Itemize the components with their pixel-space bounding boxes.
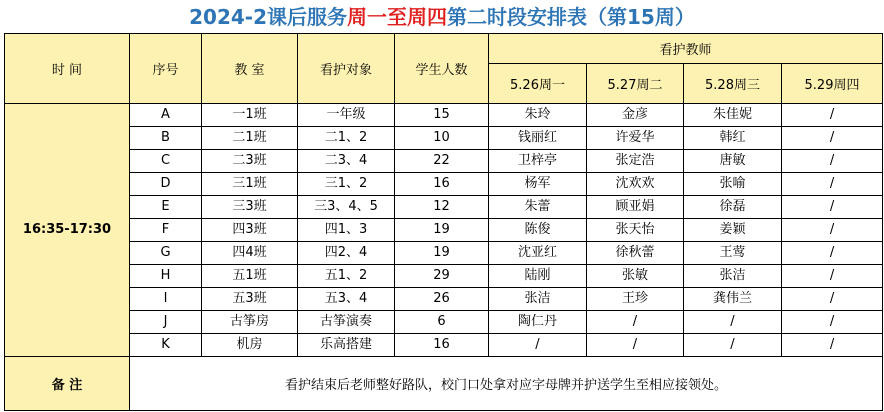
row-room-cell: 机房 [202,334,298,357]
row-target-cell: 三3、4、5 [298,196,395,219]
remarks-text: 看护结束后老师整好路队，校门口处拿对应字母牌并护送学生至相应接领处。 [130,357,883,411]
header-teachers: 看护教师 [489,34,883,64]
row-target-cell: 二3、4 [298,150,395,173]
row-count-cell: 6 [395,311,489,334]
row-teacher-thu-cell: / [782,150,883,173]
row-teacher-thu-cell: / [782,127,883,150]
row-count-cell: 12 [395,196,489,219]
row-id-cell: F [130,219,202,242]
table-row [5,219,883,242]
row-teacher-thu-cell: / [782,242,883,265]
row-count-cell: 22 [395,150,489,173]
row-teacher-thu-cell: / [782,311,883,334]
row-room-cell: 三1班 [202,173,298,196]
row-teacher-tue-cell: 沈欢欢 [587,173,684,196]
row-teacher-wed-cell: 姜颖 [684,219,782,242]
row-teacher-wed-cell: / [684,334,782,357]
page-title [0,0,884,34]
title-part-1: 2024-2课后服务 [189,5,348,29]
row-teacher-mon-cell: 朱蕾 [489,196,587,219]
header-day-thu: 5.29周四 [782,64,883,104]
row-room-cell: 一1班 [202,104,298,127]
row-id-cell: G [130,242,202,265]
header-row-1 [5,34,883,64]
row-id-cell: K [130,334,202,357]
row-teacher-wed-cell: 龚伟兰 [684,288,782,311]
row-room-cell: 二3班 [202,150,298,173]
row-room-cell: 五1班 [202,265,298,288]
row-teacher-tue-cell: 张敏 [587,265,684,288]
table-row [5,311,883,334]
table-row [5,196,883,219]
row-teacher-mon-cell: 钱丽红 [489,127,587,150]
row-count-cell: 19 [395,242,489,265]
row-target-cell: 五3、4 [298,288,395,311]
row-count-cell: 15 [395,104,489,127]
row-teacher-tue-cell: / [587,334,684,357]
row-teacher-thu-cell: / [782,265,883,288]
table-row [5,150,883,173]
row-target-cell: 一年级 [298,104,395,127]
row-target-cell: 四1、3 [298,219,395,242]
title-part-4: 安排表（第15周） [527,5,695,29]
row-id-cell: I [130,288,202,311]
row-teacher-wed-cell: 徐磊 [684,196,782,219]
row-teacher-wed-cell: 张洁 [684,265,782,288]
row-target-cell: 五1、2 [298,265,395,288]
row-target-cell: 古筝演奏 [298,311,395,334]
row-id-cell: E [130,196,202,219]
header-day-wed: 5.28周三 [684,64,782,104]
header-day-mon: 5.26周一 [489,64,587,104]
row-count-cell: 19 [395,219,489,242]
row-id-cell: J [130,311,202,334]
row-target-cell: 三1、2 [298,173,395,196]
row-target-cell: 二1、2 [298,127,395,150]
row-teacher-mon-cell: 杨军 [489,173,587,196]
row-teacher-mon-cell: 陶仁丹 [489,311,587,334]
remarks-row [5,357,883,411]
row-teacher-tue-cell: 徐秋蕾 [587,242,684,265]
row-teacher-wed-cell: 唐敏 [684,150,782,173]
row-teacher-mon-cell: 陈俊 [489,219,587,242]
table-row [5,334,883,357]
header-index: 序号 [130,34,202,104]
row-id-cell: C [130,150,202,173]
row-teacher-thu-cell: / [782,196,883,219]
schedule-body [5,104,883,357]
time-slot-cell: 16:35-17:30 [5,104,130,357]
row-count-cell: 16 [395,173,489,196]
row-teacher-mon-cell: 陆刚 [489,265,587,288]
row-count-cell: 10 [395,127,489,150]
row-id-cell: D [130,173,202,196]
row-teacher-wed-cell: 韩红 [684,127,782,150]
row-id-cell: A [130,104,202,127]
row-teacher-tue-cell: 张天怡 [587,219,684,242]
row-teacher-wed-cell: 张喻 [684,173,782,196]
table-row [5,242,883,265]
row-teacher-tue-cell: 金彦 [587,104,684,127]
row-teacher-wed-cell: 王莺 [684,242,782,265]
row-teacher-wed-cell: / [684,311,782,334]
row-room-cell: 四4班 [202,242,298,265]
table-row [5,265,883,288]
row-teacher-mon-cell: 沈亚红 [489,242,587,265]
row-teacher-tue-cell: 顾亚娟 [587,196,684,219]
row-target-cell: 乐高搭建 [298,334,395,357]
row-teacher-mon-cell: / [489,334,587,357]
row-room-cell: 五3班 [202,288,298,311]
row-count-cell: 29 [395,265,489,288]
row-id-cell: B [130,127,202,150]
row-teacher-tue-cell: 王珍 [587,288,684,311]
header-target: 看护对象 [298,34,395,104]
header-time: 时 间 [5,34,130,104]
row-teacher-mon-cell: 张洁 [489,288,587,311]
schedule-table [4,33,883,411]
header-count: 学生人数 [395,34,489,104]
remarks-label: 备 注 [5,357,130,411]
table-row [5,104,883,127]
row-teacher-mon-cell: 朱玲 [489,104,587,127]
row-room-cell: 四3班 [202,219,298,242]
header-day-tue: 5.27周二 [587,64,684,104]
row-teacher-tue-cell: 许爱华 [587,127,684,150]
row-teacher-thu-cell: / [782,173,883,196]
header-room: 教 室 [202,34,298,104]
row-teacher-thu-cell: / [782,219,883,242]
table-row [5,173,883,196]
row-teacher-thu-cell: / [782,288,883,311]
title-part-2: 周一至周四 [347,5,448,29]
table-row [5,288,883,311]
row-count-cell: 16 [395,334,489,357]
row-teacher-mon-cell: 卫梓亭 [489,150,587,173]
table-row [5,127,883,150]
row-room-cell: 二1班 [202,127,298,150]
row-target-cell: 四2、4 [298,242,395,265]
row-count-cell: 26 [395,288,489,311]
row-room-cell: 古筝房 [202,311,298,334]
row-teacher-thu-cell: / [782,334,883,357]
row-teacher-tue-cell: 张定浩 [587,150,684,173]
row-teacher-wed-cell: 朱佳妮 [684,104,782,127]
row-teacher-tue-cell: / [587,311,684,334]
row-room-cell: 三3班 [202,196,298,219]
row-teacher-thu-cell: / [782,104,883,127]
title-part-3: 第二时段 [447,5,528,29]
row-id-cell: H [130,265,202,288]
